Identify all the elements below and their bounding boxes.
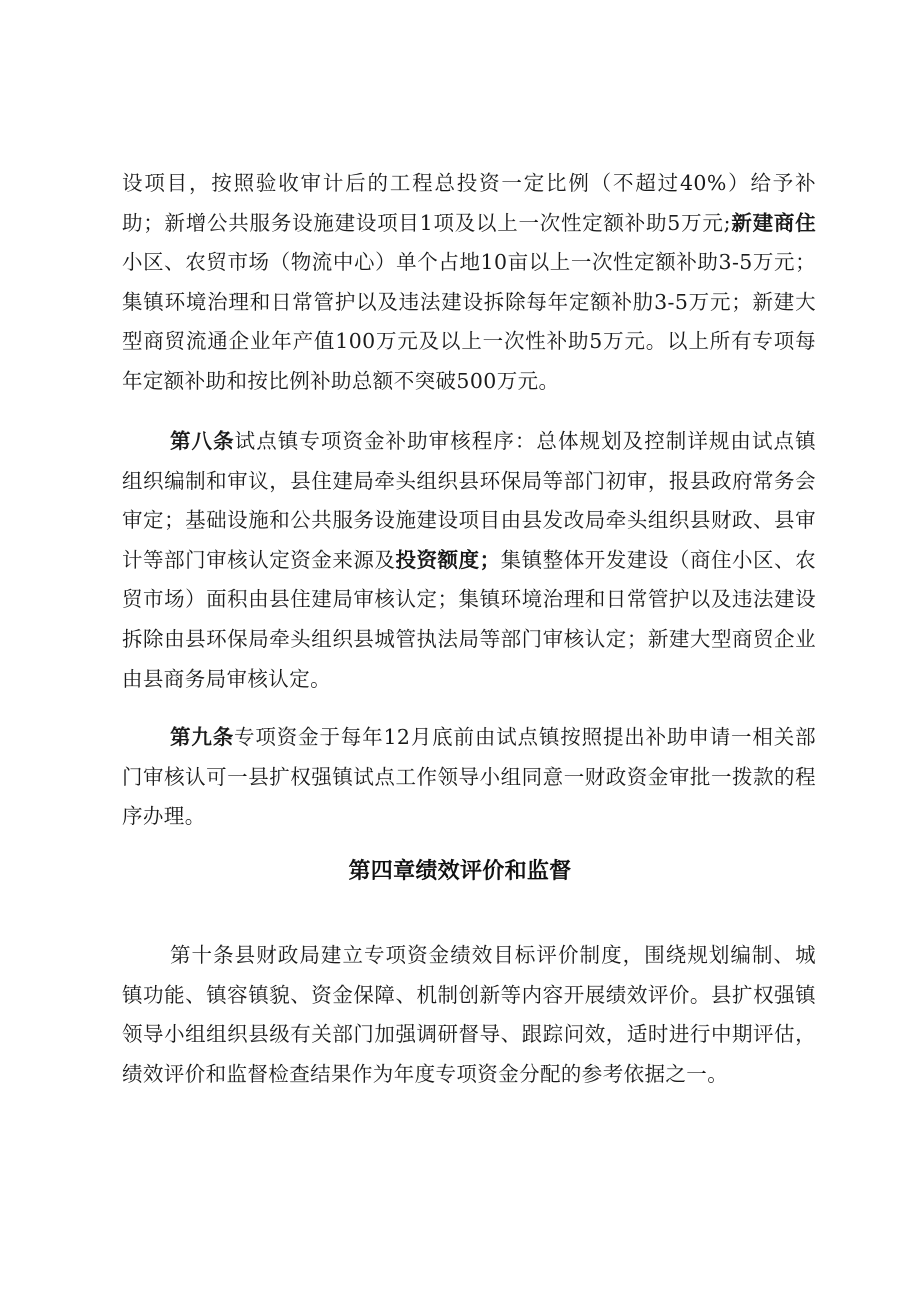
paragraph-1-text-b: 小区、农贸市场（物流中心）单个占地10亩以上一次性定额补助3-5万元；集镇环境治理和日常管护以及违法建设拆除每年定额补肋3-5万元；新建大型商贸流通企业年产值100万元及以上一次性补助5万元。以上所有专项每年定额补助和按比例补助总额不突破500万元。 [122, 250, 816, 393]
article-9-title: 第九条 [170, 725, 235, 749]
article-10-text: 第十条县财政局建立专项资金绩效目标评价制度，围绕规划编制、城镇功能、镇容镇貌、资金保障、机制创新等内容开展绩效评价。县扩权强镇领导小组组织县级有关部门加强调研督导、跟踪问效，适时进行中期评估，绩效评价和监督检查结果作为年度专项资金分配的参考依据之一。 [122, 943, 816, 1086]
paragraph-1-text-a: 设项目，按照验收审计后的工程总投资一定比例（不超过40%）给予补助；新增公共服务设施建设项目1项及以上一次性定额补助5万元; [122, 171, 816, 235]
article-9-paragraph [122, 718, 816, 837]
article-10-paragraph [122, 936, 816, 1094]
article-8-title: 第八条 [170, 429, 235, 453]
paragraph-1-bold-text: 新建商住 [730, 210, 816, 235]
article-9-text: 专项资金于每年12月底前由试点镇按照提出补助申请一相关部门审核认可一县扩权强镇试点工作领导小组同意一财政资金审批一拨款的程序办理。 [122, 725, 816, 829]
paragraph-funding-continuation [122, 164, 816, 402]
article-8-text-b: 集镇整体开发建设（商住小区、农贸市场）面积由县住建局审核认定；集镇环境治理和日常管护以及违法建设拆除由县环保局牵头组织县城管执法局等部门审核认定；新建大型商贸企业由县商务局审核认定。 [122, 547, 817, 691]
article-8-paragraph [122, 422, 816, 699]
chapter-4-heading: 第四章绩效评价和监督 [348, 859, 572, 884]
article-8-bold-text: 投资额度； [395, 547, 501, 572]
article-8-text-a: 试点镇专项资金补助审核程序：总体规划及控制详规由试点镇组织编制和审议，县住建局牵头组织县环保局等部门初审，报县政府常务会审定；基础设施和公共服务设施建设项目由县发改局牵头组织县财政、县审计等部门审核认定资金来源及 [122, 429, 816, 572]
